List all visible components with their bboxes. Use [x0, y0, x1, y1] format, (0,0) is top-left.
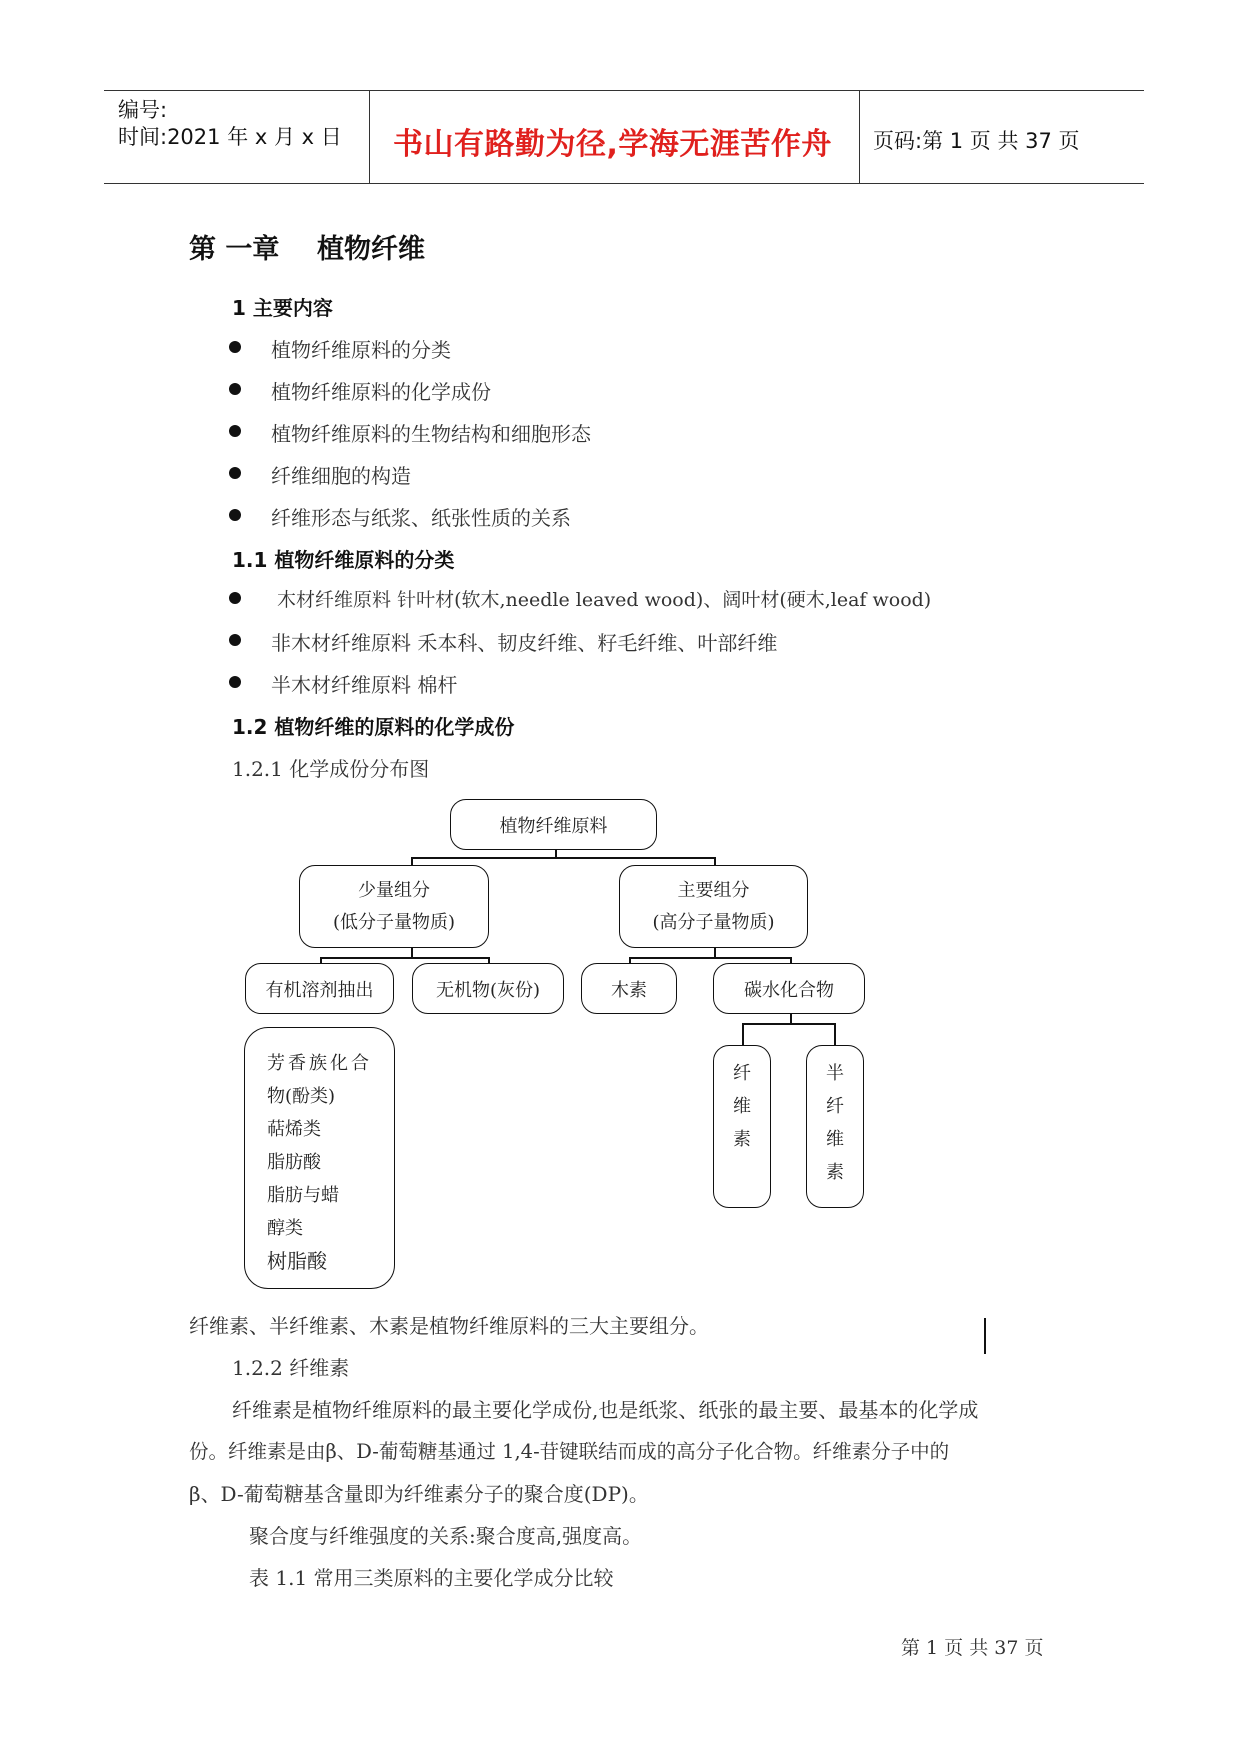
node-label: (低分子量物质) — [332, 911, 456, 933]
diagram-minor-components-node — [299, 865, 489, 948]
header-motto: 书山有路勤为径,学海无涯苦作舟 — [393, 127, 832, 162]
page-footer: 第 1 页 共 37 页 — [901, 1637, 1044, 1659]
list-item: 纤维形态与纸浆、纸张性质的关系 — [271, 506, 571, 530]
node-label: 碳水化合物 — [744, 979, 834, 1001]
list-item: 植物纤维原料的分类 — [271, 338, 451, 362]
section-1-2-2-heading: 1.2.2 纤维素 — [232, 1356, 350, 1380]
connector-line — [629, 957, 792, 959]
document-number-label: 编号: — [118, 98, 168, 122]
extractive-item: 物(酚类) — [267, 1086, 336, 1107]
bullet-icon — [229, 467, 241, 479]
node-char: 维 — [733, 1096, 751, 1117]
bullet-icon — [229, 634, 241, 646]
node-char: 素 — [733, 1129, 751, 1150]
diagram-major-components-node — [619, 865, 808, 948]
extractive-item: 脂肪酸 — [267, 1152, 321, 1173]
bullet-icon — [229, 425, 241, 437]
diagram-carbohydrate-node — [713, 963, 865, 1014]
bullet-icon — [229, 592, 241, 604]
connector-line — [411, 857, 716, 859]
node-char: 维 — [826, 1129, 844, 1150]
table-caption: 表 1.1 常用三类原料的主要化学成分比较 — [249, 1566, 614, 1590]
section-1-1-heading: 1.1 植物纤维原料的分类 — [232, 548, 455, 572]
document-time-label: 时间:2021 年 x 月 x 日 — [118, 125, 342, 149]
node-char: 纤 — [733, 1063, 751, 1084]
diagram-cellulose-node — [713, 1045, 771, 1208]
node-label: 主要组分 — [677, 879, 750, 901]
diagram-hemicellulose-node — [806, 1045, 864, 1208]
header-top-rule — [104, 90, 1144, 91]
node-char: 纤 — [826, 1096, 844, 1117]
cellulose-paragraph-line: β、D-葡萄糖基含量即为纤维素分子的聚合度(DP)。 — [189, 1482, 649, 1506]
list-item: 半木材纤维原料 棉杆 — [271, 673, 458, 697]
extractive-item: 脂肪与蜡 — [267, 1185, 339, 1206]
extractive-item: 树脂酸 — [267, 1249, 327, 1273]
section-1-2-1-heading: 1.2.1 化学成份分布图 — [232, 757, 430, 781]
list-item: 植物纤维原料的化学成份 — [271, 380, 491, 404]
node-char: 素 — [826, 1162, 844, 1183]
list-item: 木材纤维原料 针叶材(软木,needle leaved wood)、阔叶材(硬木,leaf wood) — [271, 589, 932, 611]
node-label: 木素 — [611, 979, 647, 1001]
list-item: 纤维细胞的构造 — [271, 464, 411, 488]
chapter-title: 第 一章 植物纤维 — [189, 234, 425, 265]
header-bottom-rule — [104, 183, 1144, 184]
bullet-icon — [229, 341, 241, 353]
node-char: 半 — [826, 1063, 844, 1084]
diagram-lignin-node — [581, 963, 677, 1014]
extractive-item: 芳香族化合 — [267, 1053, 372, 1074]
summary-line: 纤维素、半纤维素、木素是植物纤维原料的三大主要组分。 — [189, 1314, 709, 1338]
section-1-2-heading: 1.2 植物纤维的原料的化学成份 — [232, 715, 515, 739]
diagram-root-node — [450, 799, 657, 850]
diagram-extractives-list-node — [244, 1027, 395, 1289]
diagram-organic-extractives-node — [245, 963, 394, 1014]
list-item: 植物纤维原料的生物结构和细胞形态 — [271, 422, 591, 446]
connector-line — [320, 957, 490, 959]
node-label: 植物纤维原料 — [499, 815, 608, 837]
list-item: 非木材纤维原料 禾本科、韧皮纤维、籽毛纤维、叶部纤维 — [271, 631, 778, 655]
cellulose-paragraph-line: 份。纤维素是由β、D-葡萄糖基通过 1,4-苷键联结而成的高分子化合物。纤维素分子中的 — [189, 1440, 950, 1463]
header-page-info: 页码:第 1 页 共 37 页 — [873, 129, 1080, 153]
bullet-icon — [229, 509, 241, 521]
header-divider-left — [369, 90, 370, 183]
connector-line — [742, 1023, 836, 1025]
header-divider-right — [859, 90, 860, 183]
extractive-item: 萜烯类 — [267, 1119, 321, 1140]
node-label: (高分子量物质) — [652, 911, 775, 933]
extractive-item: 醇类 — [267, 1218, 303, 1239]
section-main-content-heading: 1 主要内容 — [232, 296, 333, 320]
bullet-icon — [229, 383, 241, 395]
bullet-icon — [229, 676, 241, 688]
dp-strength-line: 聚合度与纤维强度的关系:聚合度高,强度高。 — [249, 1524, 643, 1548]
node-label: 无机物(灰份) — [435, 979, 541, 1001]
node-label: 少量组分 — [358, 879, 430, 901]
node-label: 有机溶剂抽出 — [265, 979, 374, 1001]
diagram-inorganic-node — [412, 963, 564, 1014]
text-cursor — [984, 1318, 986, 1354]
cellulose-paragraph-line: 纤维素是植物纤维原料的最主要化学成份,也是纸浆、纸张的最主要、最基本的化学成 — [232, 1398, 979, 1422]
